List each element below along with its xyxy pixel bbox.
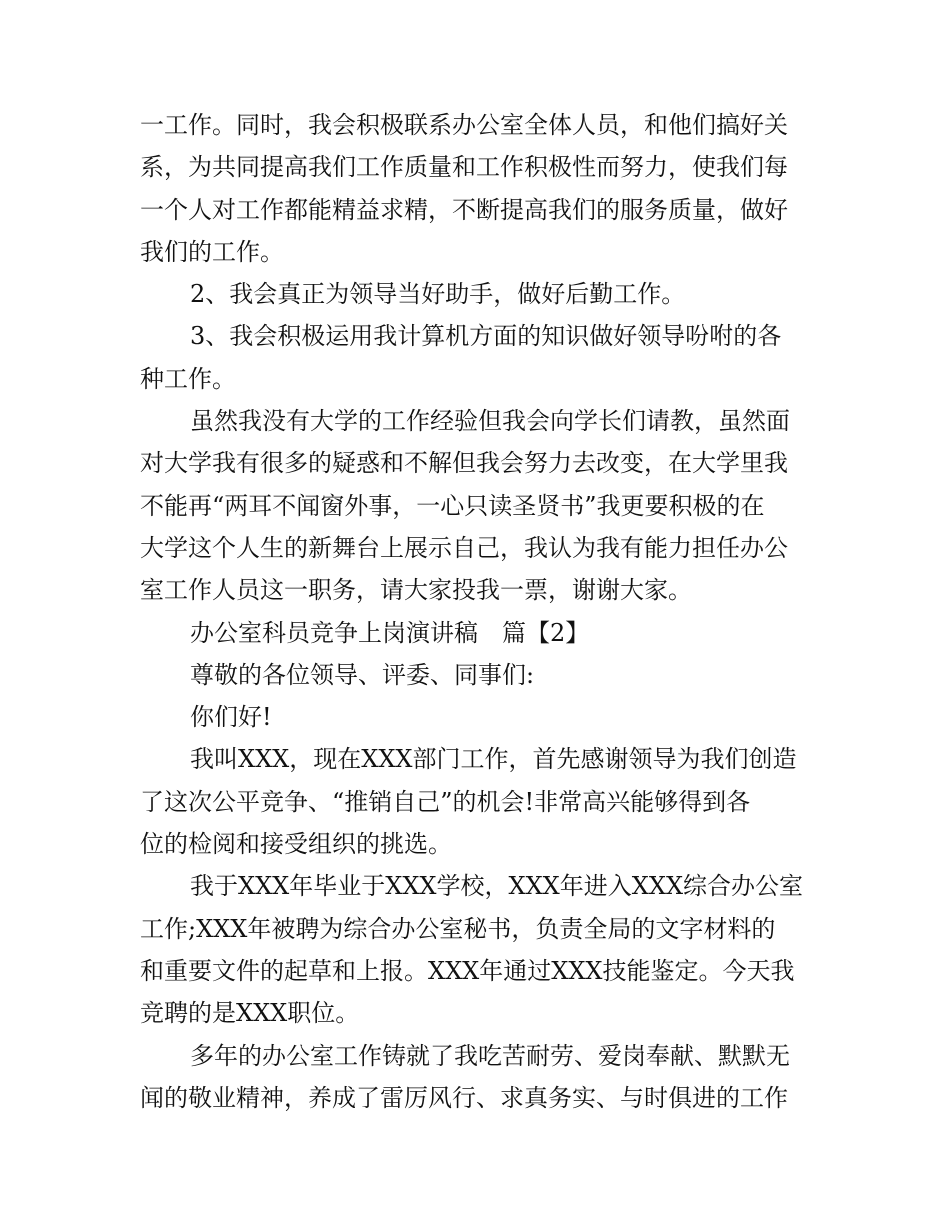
paragraph-first-line: 多年的办公室工作铸就了我吃苦耐劳、爱岗奉献、默默无 <box>190 1041 790 1070</box>
text-line: 不能再“两耳不闻窗外事，一心只读圣贤书”我更要积极的在 <box>140 491 765 520</box>
text-line: 和重要文件的起草和上报。XXX年通过XXX技能鉴定。今天我 <box>140 956 795 985</box>
text-line: 室工作人员这一职务，请大家投我一票，谢谢大家。 <box>140 576 692 605</box>
paragraph-first-line: 2、我会真正为领导当好助手，做好后勤工作。 <box>190 280 686 309</box>
text-line: 一个人对工作都能精益求精，不断提高我们的服务质量，做好 <box>140 195 788 224</box>
text-line: 闻的敬业精神，养成了雷厉风行、求真务实、与时俱进的工作 <box>140 1083 788 1112</box>
paragraph-first-line: 3、我会积极运用我计算机方面的知识做好领导吩咐的各 <box>190 322 782 351</box>
paragraph-first-line: 我于XXX年毕业于XXX学校，XXX年进入XXX综合办公室 <box>190 872 804 901</box>
paragraph-first-line: 我叫XXX，现在XXX部门工作，首先感谢领导为我们创造 <box>190 745 797 774</box>
paragraph-first-line: 办公室科员竞争上岗演讲稿 篇【2】 <box>190 618 590 647</box>
text-line: 位的检阅和接受组织的挑选。 <box>140 830 452 859</box>
text-line: 我们的工作。 <box>140 237 284 266</box>
paragraph-first-line: 尊敬的各位领导、评委、同事们: <box>190 660 535 689</box>
text-line: 系，为共同提高我们工作质量和工作积极性而努力，使我们每 <box>140 153 788 182</box>
text-line: 了这次公平竞争、“推销自己”的机会!非常高兴能够得到各 <box>140 787 751 816</box>
text-line: 大学这个人生的新舞台上展示自己，我认为我有能力担任办公 <box>140 533 788 562</box>
document-body <box>140 104 820 1119</box>
paragraph-first-line: 你们好! <box>190 703 272 732</box>
text-line: 工作;XXX年被聘为综合办公室秘书，负责全局的文字材料的 <box>140 914 776 943</box>
text-line: 竞聘的是XXX职位。 <box>140 999 360 1028</box>
paragraph-first-line: 虽然我没有大学的工作经验但我会向学长们请教，虽然面 <box>190 407 790 436</box>
text-line: 一工作。同时，我会积极联系办公室全体人员，和他们搞好关 <box>140 111 788 139</box>
text-line: 种工作。 <box>140 364 236 393</box>
text-line: 对大学我有很多的疑惑和不解但我会努力去改变，在大学里我 <box>140 449 788 478</box>
